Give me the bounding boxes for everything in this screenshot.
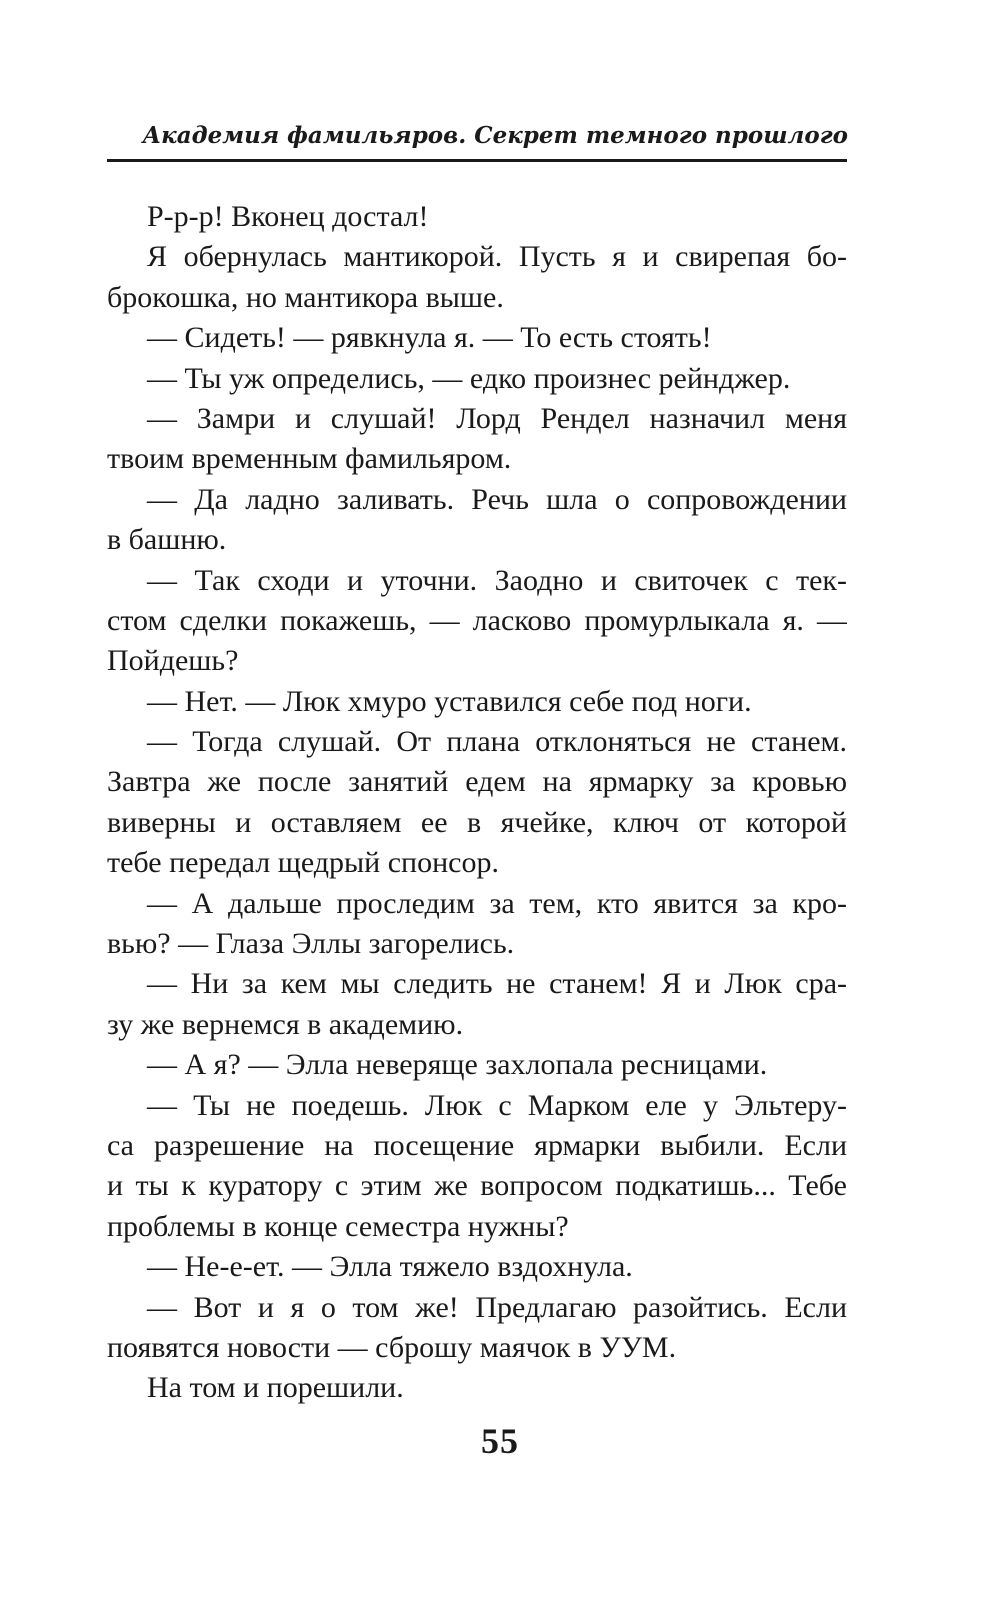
text-line: виверны и оставляем ее в ячейке, ключ от которой <box>107 805 847 839</box>
text-line: На том и порешили. <box>147 1371 404 1405</box>
text-line: Пойдешь? <box>107 644 239 678</box>
text-line: появятся новости — сброшу маячок в УУМ. <box>107 1330 677 1364</box>
text-line: зу же вернемся в академию. <box>107 1007 464 1041</box>
text-line: — Ни за кем мы следить не станем! Я и Люк сра- <box>147 967 847 1001</box>
text-line: стом сделки покажешь, — ласково промурлыкала я. — <box>107 603 847 637</box>
text-line: — Да ладно заливать. Речь шла о сопровождении <box>147 482 847 516</box>
body-text <box>107 197 847 1409</box>
text-line: — А дальше проследим за тем, кто явится за кро- <box>147 886 847 920</box>
text-line: — А я? — Элла неверяще захлопала ресницами. <box>147 1048 768 1082</box>
text-line: и ты к куратору с этим же вопросом подкатишь... Тебе <box>107 1169 847 1203</box>
text-line: — Ты уж определись, — едко произнес рейнджер. <box>147 361 791 395</box>
text-line: Я обернулась мантикорой. Пусть я и свирепая бо- <box>147 240 847 274</box>
text-line: — Замри и слушай! Лорд Рендел назначил меня <box>147 401 847 435</box>
text-line: Р-р-р! Вконец достал! <box>147 200 429 233</box>
text-line: Завтра же после занятий едем на ярмарку за кровью <box>107 765 847 799</box>
text-line: в башню. <box>107 523 227 557</box>
page-number: 55 <box>481 1421 519 1461</box>
text-line: — Сидеть! — рявкнула я. — То есть стоять! <box>147 321 712 355</box>
text-line: — Нет. — Люк хмуро уставился себе под ноги. <box>147 684 752 718</box>
header-rule <box>107 159 847 162</box>
text-line: са разрешение на посещение ярмарки выбили. Если <box>107 1128 847 1162</box>
text-line: — Ты не поедешь. Люк с Марком еле у Эльтеру- <box>147 1088 847 1122</box>
text-line: — Вот и я о том же! Предлагаю разойтись. Если <box>147 1290 847 1324</box>
text-line: твоим временным фамильяром. <box>107 442 512 476</box>
text-line: — Не-е-ет. — Элла тяжело вздохнула. <box>147 1250 633 1284</box>
text-line: — Тогда слушай. От плана отклоняться не станем. <box>147 725 847 759</box>
text-line: брокошка, но мантикора выше. <box>107 280 504 314</box>
text-line: тебе передал щедрый спонсор. <box>107 846 499 880</box>
text-line: — Так сходи и уточни. Заодно и свиточек с тек- <box>147 563 847 597</box>
text-line: проблемы в конце семестра нужны? <box>107 1209 569 1243</box>
text-line: вью? — Глаза Эллы загорелись. <box>107 927 515 961</box>
running-title: Академия фамильяров. Секрет темного прошлого <box>142 122 848 149</box>
